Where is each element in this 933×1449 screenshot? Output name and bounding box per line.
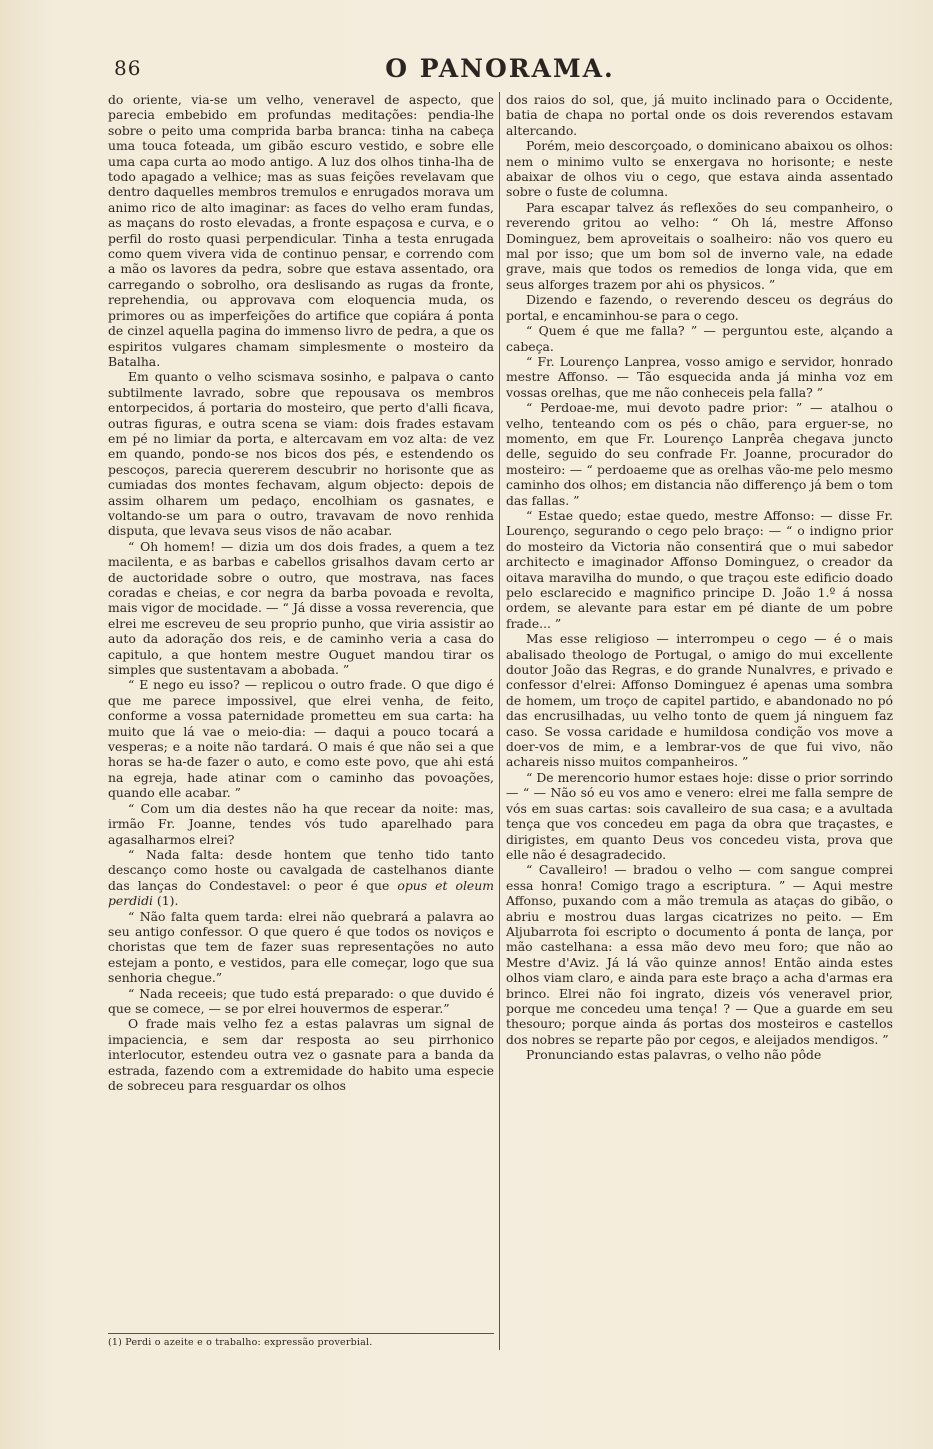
paragraph <box>506 770 893 862</box>
paragraph-text: “ Oh homem! — dizia um dos dois frades, a quem a tez macilenta, e as barbas e cabellos grisalhos davam certo ar de auctoridade sobre o outro, que mostrava, nas faces coradas e cheias, e cor negra da barba povoada e revolta, mais vigor de mocidade. — “ Já disse a vossa reverencia, que elrei me escreveu de seu proprio punho, que viria assistir ao auto da adoração dos reis, e de caminho veria a casa do capitulo, a que hontem mestre Ouguet mandou tirar os simples que sustentavam a abobada. ” <box>108 538 494 678</box>
paragraph <box>108 909 494 986</box>
paragraph-text: dos raios do sol, que, já muito inclinado para o Occidente, batia de chapa no portal onde os dois reverendos estavam altercando. <box>506 92 893 138</box>
paragraph-text: “ E nego eu isso? — replicou o outro frade. O que digo é que me parece impossivel, que elrei venha, de feito, conforme a vossa paternidade prometteu em sua carta: ha muito que lá vae o meio-dia: — daqui a pouco tocará a vesperas; e a noite não tardará. O mais é que não sei a que horas se ha-de fazer o auto, e como este povo, que ahi está na egreja, hade atinar com o caminho das povoações, quando elle acabar. ” <box>108 677 494 801</box>
paragraph-text: “ Com um dia destes não ha que recear da noite: mas, irmão Fr. Joanne, tendes vós tudo aparelhado para agasalharmos elrei? <box>108 800 494 847</box>
paragraph <box>506 862 893 1047</box>
paragraph-text: “ De merencorio humor estaes hoje: disse o prior sorrindo — “ — Não só eu vos amo e venero: elrei me falla sempre de vós em suas cartas: sois cavalleiro de sua casa; e a avultada tença que vos concedeu em paga da obra que traçastes, e dirigistes, em quanto Deus vos concedeu vista, prova que elle não é desagradecido. <box>506 769 893 862</box>
paragraph <box>108 369 494 538</box>
paragraph-text: Em quanto o velho scismava sosinho, e palpava o canto subtilmente lavrado, sobre que repousava os membros entorpecidos, á portaria do mosteiro, que perto d'alli ficava, outras figuras, e outra scena se viam: dois frades estavam em pé no limiar da porta, e altercavam em voz alta: de vez em quando, pondo-se nos bicos dos pés, e estendendo os pescoços, parecia quererem descubrir no horisonte que as cumiadas dos montes fechavam, algum objecto: depois de assim olharem um pedaço, encolhiam os gasnates, e voltando-se um para o outro, travavam de novo renhida disputa, que levava seus visos de não acabar. <box>108 369 494 539</box>
page-title: O PANORAMA. <box>385 54 615 83</box>
paragraph <box>506 354 893 400</box>
left-column <box>108 92 494 1093</box>
paragraph <box>506 92 893 138</box>
paragraph <box>506 400 893 508</box>
paragraph <box>506 200 893 292</box>
column-divider <box>499 92 500 1350</box>
paragraph <box>506 323 893 354</box>
paragraph-text: “ Cavalleiro! — bradou o velho — com sangue comprei essa honra! Comigo trago a escriptura. ” — Aqui mestre Affonso, puxando com a mão tremula as ataças do gibão, o abriu e mostrou duas largas cicatrizes no peito. — Em Aljubarrota foi escripto o documento á ponta de lança, por mão castelhana: a essa mão devo meu foro; que não ao Mestre d'Aviz. Já lá vão quinze annos! Então ainda estes olhos viam claro, e ainda para este braço a acha d'armas era brinco. Elrei não foi ingrato, dizeis vós veneravel prior, porque me concedeu uma tença! ? — Que a guarde em seu thesouro; porque ainda ás portas dos mosteiros e castellos dos nobres se reparte pão por cegos, e aleijados mendigos. ” <box>506 862 893 1047</box>
paragraph-text: “ Não falta quem tarda: elrei não quebrará a palavra ao seu antigo confessor. O que quero é que todos os noviços e choristas que tem de fazer suas representações no auto estejam a ponto, e vestidos, para elle começar, logo que sua senhoria chegue.” <box>108 908 494 986</box>
paragraph <box>108 539 494 678</box>
paragraph-text: Dizendo e fazendo, o reverendo desceu os degráus do portal, e encaminhou-se para o cego. <box>506 292 893 323</box>
paragraph-text-end: (1). <box>152 893 179 909</box>
paragraph <box>506 508 893 631</box>
paragraph-text: “ Perdoae-me, mui devoto padre prior: ” — atalhou o velho, tenteando com os pés o chão, para erguer-se, no momento, em que Fr. Lourenço Lanprêa chegava juncto delle, seguido do seu confrade Fr. Joanne, procurador do mosteiro: — “ perdoaeme que as orelhas vão-me pelo mesmo caminho dos olhos; em distancia não differenço já bem o tom das fallas. ” <box>506 400 893 508</box>
paragraph-text: Mas esse religioso — interrompeu o cego — é o mais abalisado theologo de Portugal, o amigo do mui excellente doutor João das Regras, e do grande Nunalvres, e privado e confessor d'elrei: Affonso Dominguez é apenas uma sombra de homem, um troço de capitel partido, e abandonado no pó das encrusilhadas, uu velho tonto de quem já ninguem faz caso. Se vossa caridade e humildosa condição vos move a doer-vos de mim, e a lembrar-vos de que fui vivo, não achareis nisso muitos companheiros. ” <box>506 631 893 770</box>
paragraph <box>108 677 494 800</box>
paragraph-text: “ Nada receeis; que tudo está preparado: o que duvido é que se comece, — se por elrei houvermos de esperar.” <box>108 985 494 1016</box>
paragraph-text: O frade mais velho fez a estas palavras um signal de impaciencia, e sem dar resposta ao seu pirrhonico interlocutor, estendeu outra vez o gasnate para a banda da estrada, fazendo com a extremidade do habito uma especie de sobreceu para resguardar os olhos <box>108 1016 494 1093</box>
footnote: (1) Perdi o azeite e o trabalho: expressão proverbial. <box>108 1337 373 1348</box>
right-column <box>506 92 893 1063</box>
footnote-separator <box>108 1333 494 1334</box>
paragraph <box>506 138 893 200</box>
paragraph-text: “ Fr. Lourenço Lanprea, vosso amigo e servidor, honrado mestre Affonso. — Tão esquecida anda já minha voz em vossas orelhas, que me não conheceis pela falla? ” <box>506 353 893 400</box>
italic-phrase: opus et oleum perdidi <box>108 877 494 909</box>
paragraph-text: “ Nada falta: desde hontem que tenho tido tanto descanço como hoste ou cavalgada de castelhanos diante das lanças do Condestavel: o peor é que <box>108 846 494 893</box>
paragraph <box>108 92 494 369</box>
page-number: 86 <box>114 56 142 80</box>
paragraph-text: Pronunciando estas palavras, o velho não pôde <box>526 1047 822 1063</box>
paragraph-text: “ Quem é que me falla? ” — perguntou este, alçando a cabeça. <box>506 323 893 354</box>
paragraph-text: “ Estae quedo; estae quedo, mestre Affonso: — disse Fr. Lourenço, segurando o cego pelo braço: — “ o indigno prior do mosteiro da Victoria não consentirá que o mui sabedor architecto e imaginador Affonso Dominguez, o creador da oitava maravilha do mundo, o que traçou este edificio doado pelo esclarecido e magnifico principe D. João 1.º á nossa ordem, se alevante para estar em pé diante de um pobre frade... ” <box>506 507 893 631</box>
paragraph <box>506 292 893 323</box>
paragraph-text: Porém, meio descorçoado, o dominicano abaixou os olhos: nem o minimo vulto se enxergava no horisonte; e neste abaixar de olhos viu o cego, que estava ainda assentado sobre o fuste de columna. <box>506 138 893 200</box>
page-header <box>110 52 890 86</box>
paragraph <box>108 986 494 1017</box>
paragraph <box>506 1047 893 1062</box>
paragraph <box>108 801 494 847</box>
paragraph-text: do oriente, via-se um velho, veneravel de aspecto, que parecia embebido em profundas meditações: pendia-lhe sobre o peito uma comprida barba branca: tinha na cabeça uma touca foteada, um gibão escuro vestido, e sobre elle uma capa curta ao modo antigo. A luz dos olhos tinha-lha de todo apagado a velhice; mas as suas feições revelavam que dentro daquelles membros tremulos e enrugados morava um animo rico de alto imaginar: as faces do velho eram fundas, as maçans do rosto elevadas, a fronte espaçosa e curva, e o perfil do rosto quasi perpendicular. Tinha a testa enrugada como quem vivera vida de continuo pensar, e correndo com a mão os lavores da pedra, sobre que estava assentado, ora carregando o sobrolho, ora deslisando as rugas da fronte, reprehendia, ou approvava com eloquencia muda, os primores ou as imperfeições do artifice que copiára á ponta de cinzel aquella pagina do immenso livro de pedra, a que os espiritos vulgares chamam simplesmente o mosteiro da Batalha. <box>108 92 494 369</box>
paragraph <box>108 1016 494 1093</box>
paragraph <box>506 631 893 770</box>
paragraph-text: Para escapar talvez ás reflexões do seu companheiro, o reverendo gritou ao velho: “ Oh lá, mestre Affonso Dominguez, bem aproveitais o soalheiro: não vos quero eu mal por isso; que um bom sol de inverno vale, na edade grave, mais que todos os remedios de longa vida, que em seus alforges trazem por ahi os physicos. ” <box>506 199 893 292</box>
paragraph <box>108 847 494 909</box>
